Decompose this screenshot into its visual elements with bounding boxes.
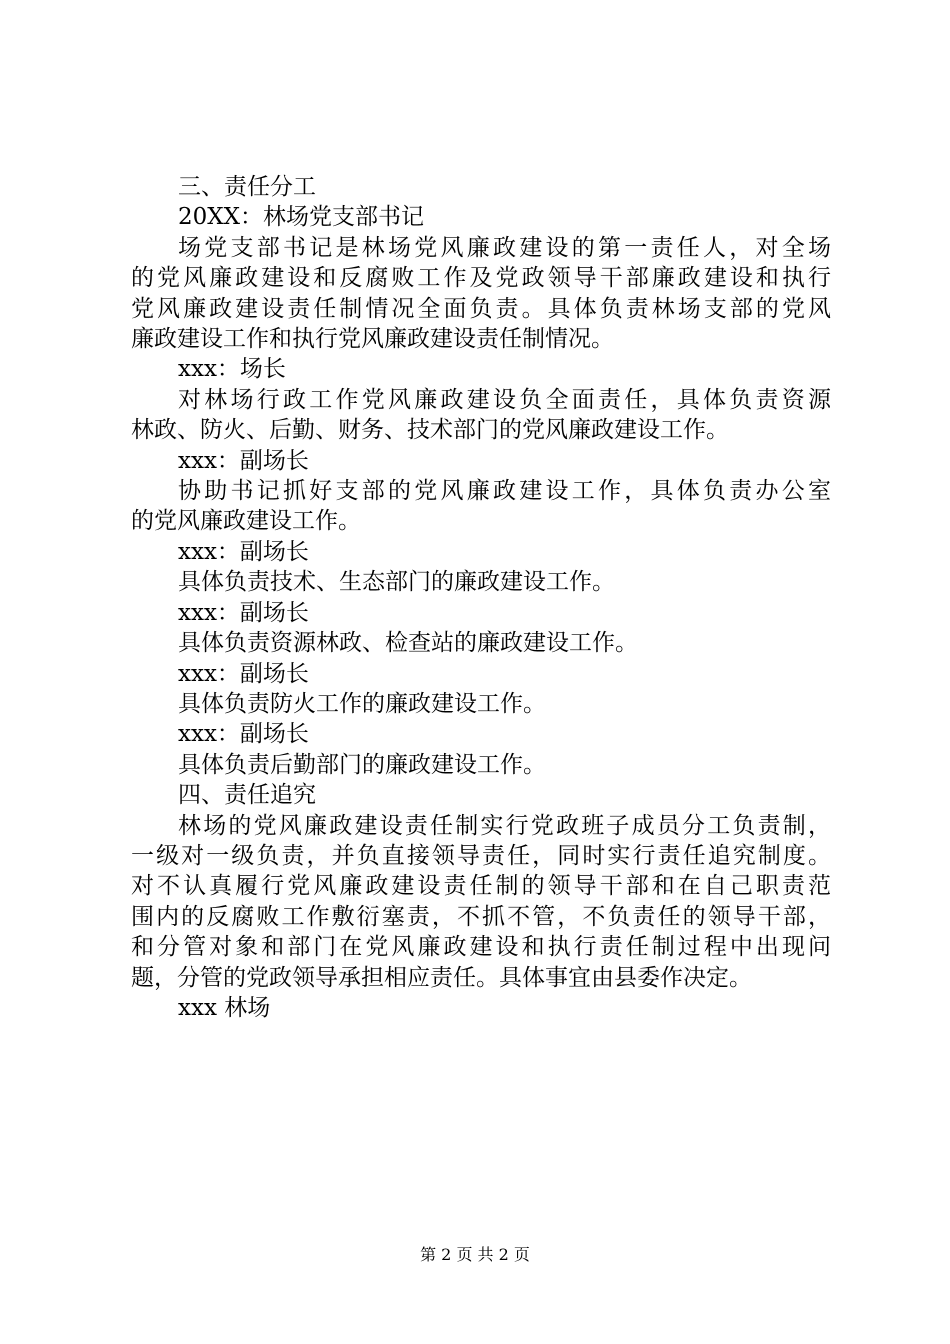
paragraph-line: 围内的反腐败工作敷衍塞责，不抓不管，不负责任的领导干部， bbox=[131, 903, 831, 930]
signature: xxx 林场 bbox=[178, 994, 271, 1021]
paragraph-line: 题，分管的党政领导承担相应责任。具体事宜由县委作决定。 bbox=[131, 964, 752, 991]
person-title-deputy-director: xxx：副场长 bbox=[178, 599, 309, 626]
person-title-deputy-director: xxx：副场长 bbox=[178, 538, 309, 565]
document-body bbox=[131, 172, 831, 1023]
paragraph-line: 具体负责技术、生态部门的廉政建设工作。 bbox=[178, 569, 615, 596]
person-title-deputy-director: xxx：副场长 bbox=[178, 721, 309, 748]
person-title-party-secretary: 20XX：林场党支部书记 bbox=[178, 204, 425, 231]
section-heading-4: 四、责任追究 bbox=[178, 782, 316, 809]
person-title-deputy-director: xxx：副场长 bbox=[178, 447, 309, 474]
paragraph-line: 对林场行政工作党风廉政建设负全面责任，具体负责资源 bbox=[178, 386, 831, 413]
paragraph-line: 一级对一级负责，并负直接领导责任，同时实行责任追究制度。 bbox=[131, 842, 831, 869]
paragraph-line: 林政、防火、后勤、财务、技术部门的党风廉政建设工作。 bbox=[131, 417, 729, 444]
paragraph-line: 对不认真履行党风廉政建设责任制的领导干部和在自己职责范 bbox=[131, 873, 831, 900]
person-title-deputy-director: xxx：副场长 bbox=[178, 660, 309, 687]
paragraph-line: 具体负责后勤部门的廉政建设工作。 bbox=[178, 751, 546, 778]
paragraph-line: 具体负责资源林政、检查站的廉政建设工作。 bbox=[178, 630, 638, 657]
paragraph-line: 廉政建设工作和执行党风廉政建设责任制情况。 bbox=[131, 326, 614, 353]
paragraph-line: 具体负责防火工作的廉政建设工作。 bbox=[178, 690, 546, 717]
section-heading-3: 三、责任分工 bbox=[178, 174, 316, 200]
page-footer: 第 2 页 共 2 页 bbox=[420, 1245, 530, 1264]
paragraph-line: 的党风廉政建设工作。 bbox=[131, 508, 361, 535]
paragraph-line: 的党风廉政建设和反腐败工作及党政领导干部廉政建设和执行 bbox=[131, 265, 831, 292]
person-title-director: xxx：场长 bbox=[178, 356, 286, 383]
paragraph-line: 场党支部书记是林场党风廉政建设的第一责任人，对全场 bbox=[178, 234, 831, 261]
paragraph-line: 协助书记抓好支部的党风廉政建设工作，具体负责办公室 bbox=[178, 478, 831, 505]
paragraph-line: 和分管对象和部门在党风廉政建设和执行责任制过程中出现问 bbox=[131, 934, 831, 961]
paragraph-line: 党风廉政建设责任制情况全面负责。具体负责林场支部的党风 bbox=[131, 295, 831, 322]
paragraph-line: 林场的党风廉政建设责任制实行党政班子成员分工负责制， bbox=[178, 812, 831, 839]
